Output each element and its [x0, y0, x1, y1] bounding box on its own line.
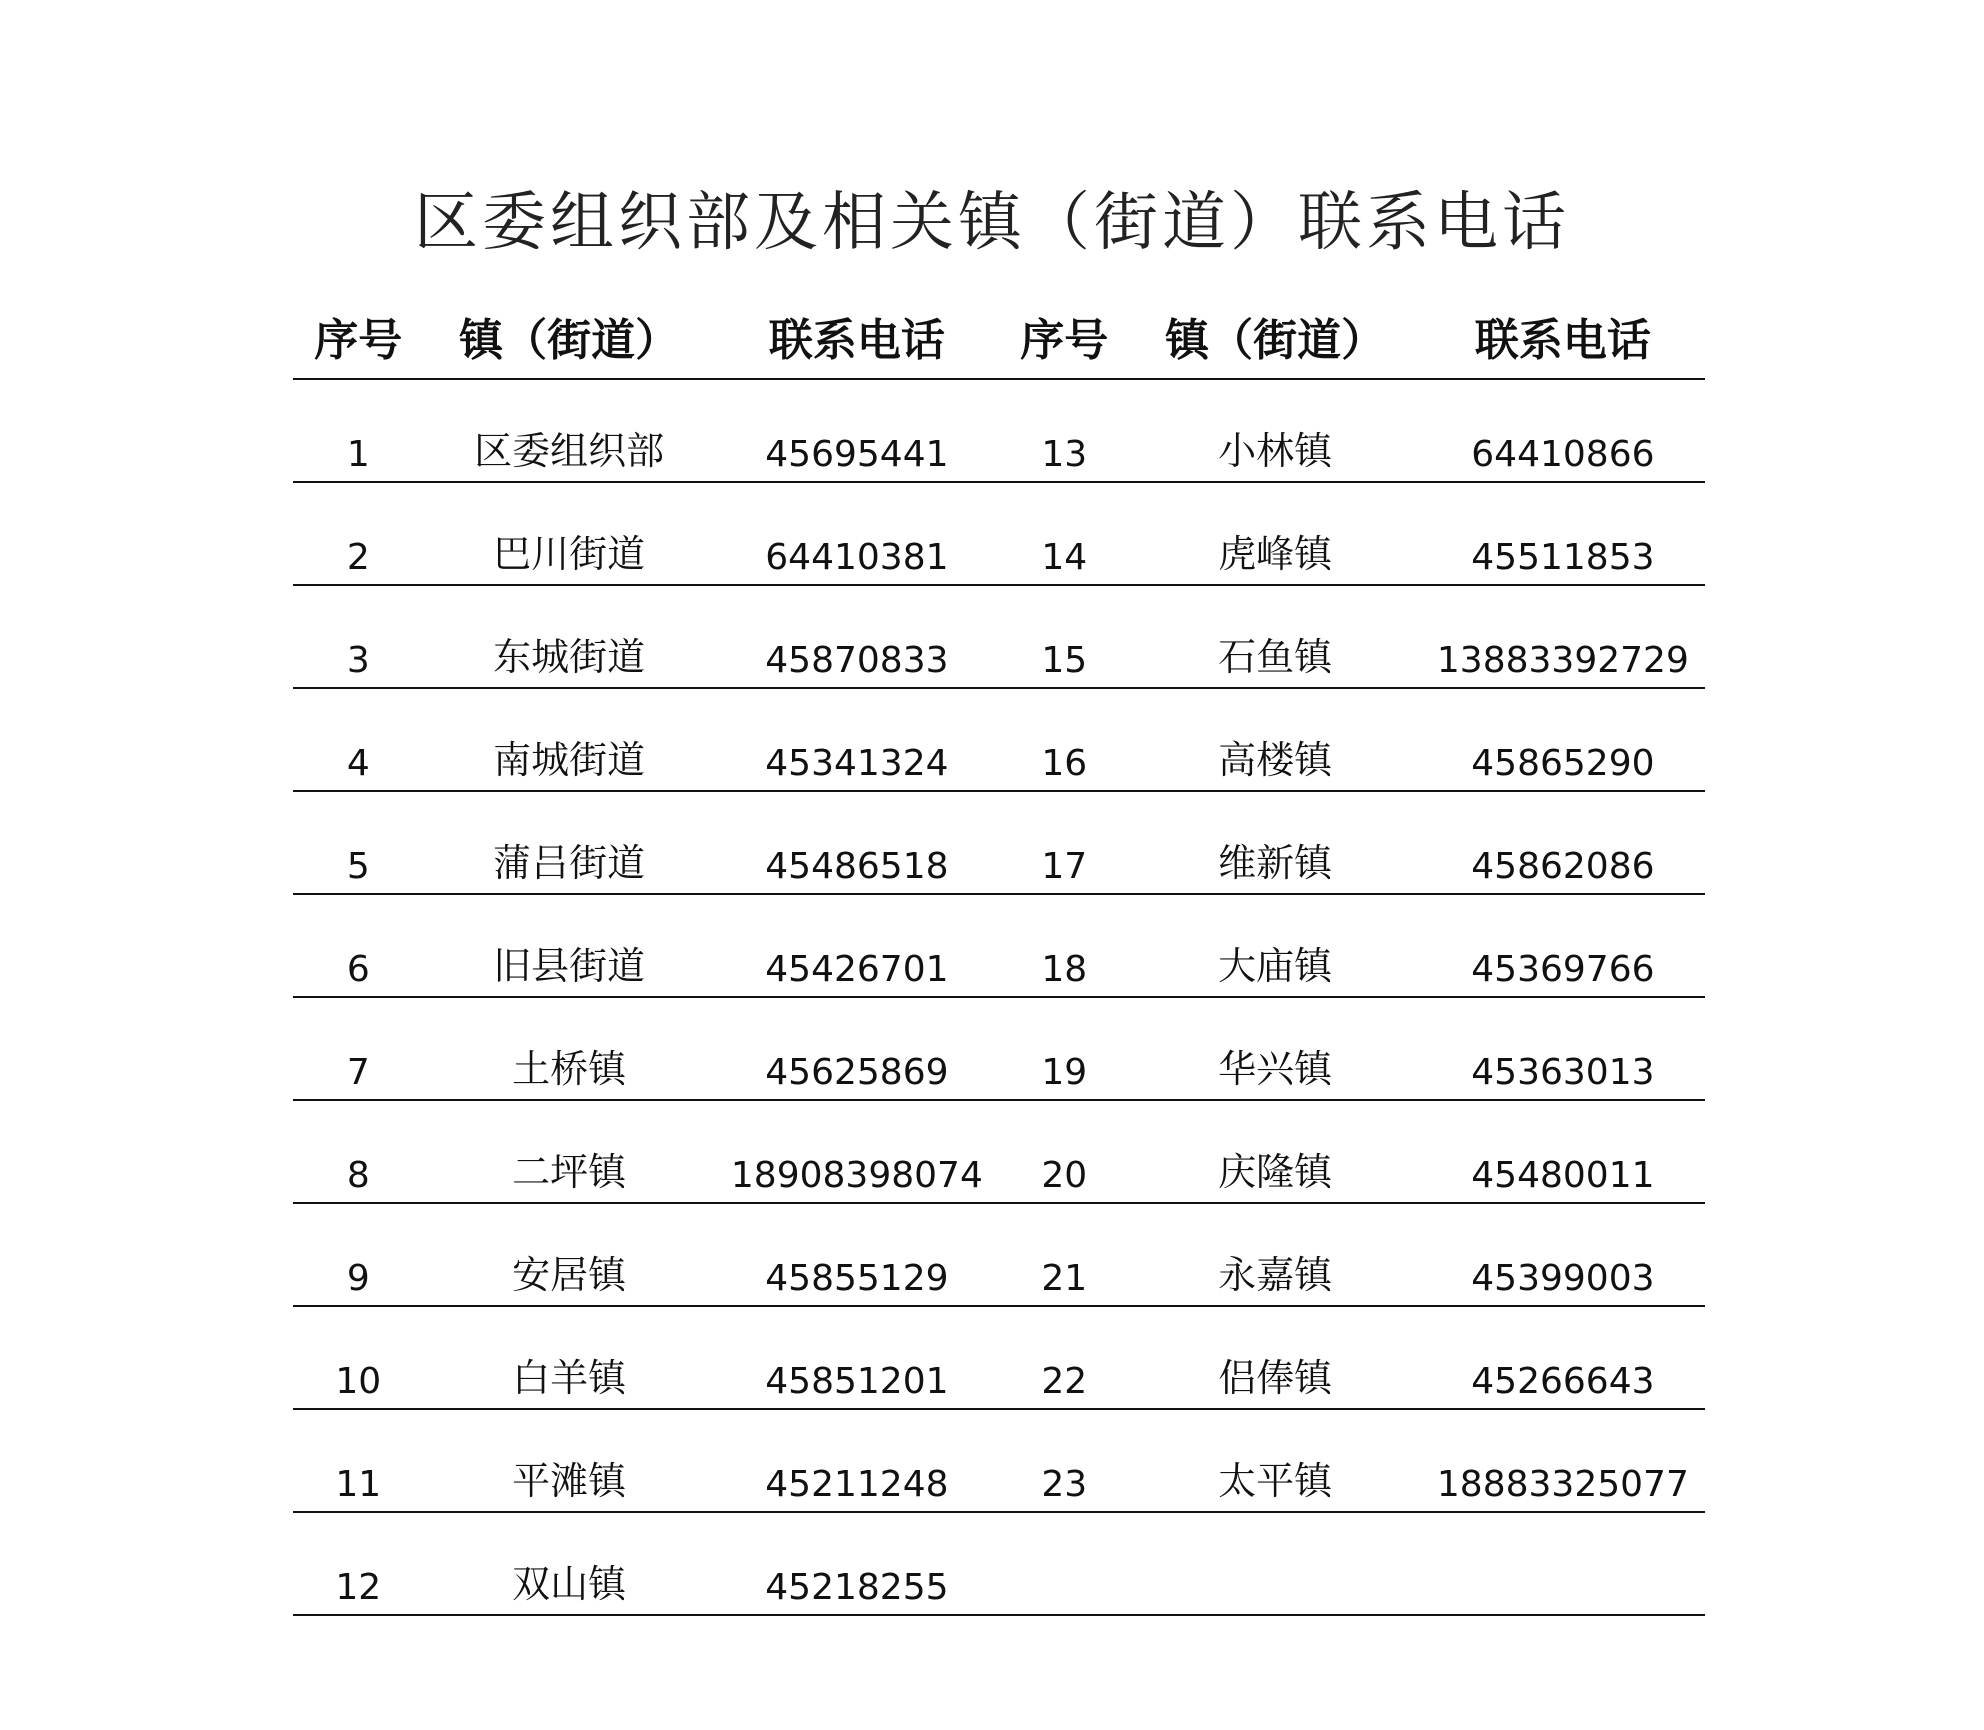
right-town-cell: 高楼镇: [1130, 688, 1421, 791]
left-phone-cell: 64410381: [715, 482, 999, 585]
left-town-cell: 二坪镇: [424, 1100, 715, 1203]
left-town-cell: 白羊镇: [424, 1306, 715, 1409]
right-phone-cell: 64410866: [1421, 379, 1705, 482]
right-number-cell: 18: [999, 894, 1130, 997]
left-phone-cell: 18908398074: [715, 1100, 999, 1203]
right-phone-cell: 45363013: [1421, 997, 1705, 1100]
table-row: [293, 1100, 1705, 1203]
left-phone-cell: 45218255: [715, 1512, 999, 1615]
right-town-cell: 华兴镇: [1130, 997, 1421, 1100]
left-town-cell: 东城街道: [424, 585, 715, 688]
right-number-cell: 14: [999, 482, 1130, 585]
left-number-cell: 11: [293, 1409, 424, 1512]
right-number-cell: 15: [999, 585, 1130, 688]
left-phone-cell: 45211248: [715, 1409, 999, 1512]
contact-table: [293, 294, 1705, 1616]
left-phone-cell: 45426701: [715, 894, 999, 997]
right-town-cell: 大庙镇: [1130, 894, 1421, 997]
left-number-cell: 9: [293, 1203, 424, 1306]
header-phone-left: 联系电话: [715, 294, 999, 379]
left-number-cell: 5: [293, 791, 424, 894]
table-row: [293, 997, 1705, 1100]
left-phone-cell: 45851201: [715, 1306, 999, 1409]
right-town-cell: 维新镇: [1130, 791, 1421, 894]
right-town-cell: 石鱼镇: [1130, 585, 1421, 688]
table-row: [293, 1306, 1705, 1409]
table-row: [293, 482, 1705, 585]
table-row: [293, 1512, 1705, 1615]
left-phone-cell: 45870833: [715, 585, 999, 688]
right-town-cell: [1130, 1512, 1421, 1615]
right-number-cell: [999, 1512, 1130, 1615]
left-number-cell: 6: [293, 894, 424, 997]
left-town-cell: 双山镇: [424, 1512, 715, 1615]
table-row: [293, 894, 1705, 997]
left-number-cell: 7: [293, 997, 424, 1100]
right-phone-cell: 45369766: [1421, 894, 1705, 997]
header-number-right: 序号: [999, 294, 1130, 379]
left-phone-cell: 45695441: [715, 379, 999, 482]
table-row: [293, 791, 1705, 894]
right-phone-cell: 45266643: [1421, 1306, 1705, 1409]
table-row: [293, 379, 1705, 482]
left-number-cell: 4: [293, 688, 424, 791]
left-phone-cell: 45341324: [715, 688, 999, 791]
right-phone-cell: 18883325077: [1421, 1409, 1705, 1512]
right-town-cell: 侣俸镇: [1130, 1306, 1421, 1409]
right-number-cell: 21: [999, 1203, 1130, 1306]
left-town-cell: 巴川街道: [424, 482, 715, 585]
left-phone-cell: 45625869: [715, 997, 999, 1100]
right-town-cell: 太平镇: [1130, 1409, 1421, 1512]
left-number-cell: 1: [293, 379, 424, 482]
left-town-cell: 蒲吕街道: [424, 791, 715, 894]
right-number-cell: 16: [999, 688, 1130, 791]
right-number-cell: 13: [999, 379, 1130, 482]
left-town-cell: 土桥镇: [424, 997, 715, 1100]
left-number-cell: 12: [293, 1512, 424, 1615]
right-phone-cell: 45865290: [1421, 688, 1705, 791]
left-town-cell: 区委组织部: [424, 379, 715, 482]
left-number-cell: 2: [293, 482, 424, 585]
right-phone-cell: [1421, 1512, 1705, 1615]
table-header-row: [293, 294, 1705, 379]
right-town-cell: 小林镇: [1130, 379, 1421, 482]
left-number-cell: 3: [293, 585, 424, 688]
right-phone-cell: 13883392729: [1421, 585, 1705, 688]
table-row: [293, 688, 1705, 791]
table-row: [293, 1203, 1705, 1306]
left-town-cell: 旧县街道: [424, 894, 715, 997]
table-row: [293, 585, 1705, 688]
right-town-cell: 虎峰镇: [1130, 482, 1421, 585]
right-number-cell: 19: [999, 997, 1130, 1100]
right-town-cell: 庆隆镇: [1130, 1100, 1421, 1203]
header-phone-right: 联系电话: [1421, 294, 1705, 379]
left-phone-cell: 45855129: [715, 1203, 999, 1306]
table-row: [293, 1409, 1705, 1512]
left-town-cell: 南城街道: [424, 688, 715, 791]
right-number-cell: 20: [999, 1100, 1130, 1203]
right-phone-cell: 45480011: [1421, 1100, 1705, 1203]
right-phone-cell: 45511853: [1421, 482, 1705, 585]
right-number-cell: 23: [999, 1409, 1130, 1512]
document-title: 区委组织部及相关镇（街道）联系电话: [414, 186, 1570, 260]
left-phone-cell: 45486518: [715, 791, 999, 894]
left-number-cell: 10: [293, 1306, 424, 1409]
left-town-cell: 安居镇: [424, 1203, 715, 1306]
right-number-cell: 17: [999, 791, 1130, 894]
left-number-cell: 8: [293, 1100, 424, 1203]
header-number-left: 序号: [293, 294, 424, 379]
right-phone-cell: 45862086: [1421, 791, 1705, 894]
right-number-cell: 22: [999, 1306, 1130, 1409]
right-phone-cell: 45399003: [1421, 1203, 1705, 1306]
header-town-right: 镇（街道）: [1130, 294, 1421, 379]
left-town-cell: 平滩镇: [424, 1409, 715, 1512]
right-town-cell: 永嘉镇: [1130, 1203, 1421, 1306]
header-town-left: 镇（街道）: [424, 294, 715, 379]
